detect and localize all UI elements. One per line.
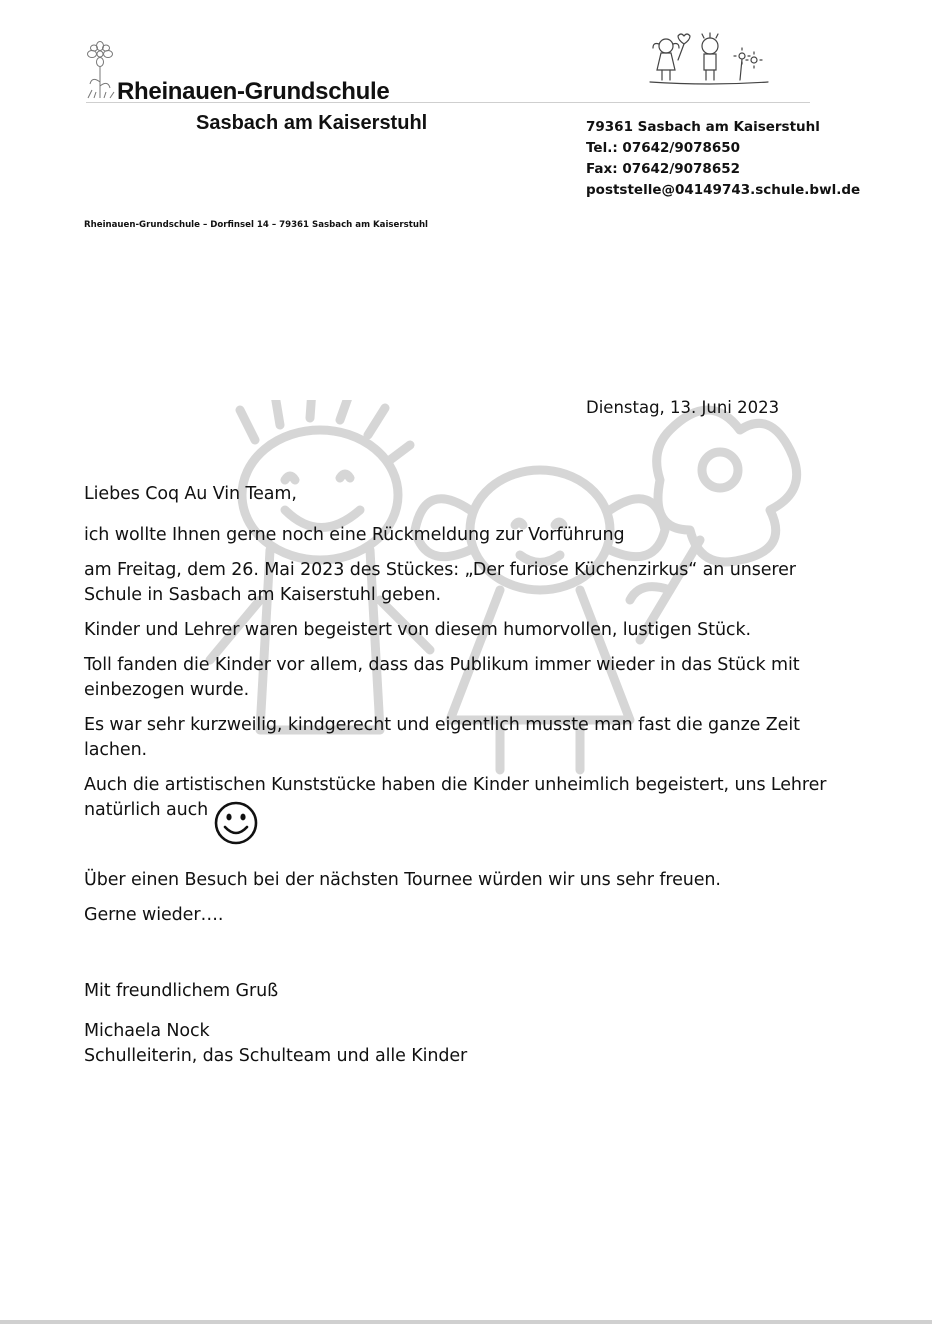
closing: Mit freundlichem Gruß (84, 981, 278, 1001)
paragraph-2-line-1: am Freitag, dem 26. Mai 2023 des Stückes: „Der furiose Küchenzirkus“ an unserer (84, 560, 796, 580)
paragraph-3: Kinder und Lehrer waren begeistert von diesem humorvollen, lustigen Stück. (84, 620, 751, 640)
contact-block (586, 117, 860, 201)
paragraph-2-line-2: Schule in Sasbach am Kaiserstuhl geben. (84, 585, 441, 605)
school-town: Sasbach am Kaiserstuhl (196, 112, 428, 134)
salutation: Liebes Coq Au Vin Team, (84, 484, 297, 504)
contact-email: poststelle@04149743.schule.bwl.de (586, 182, 861, 198)
school-name: Rheinauen-Grundschule (117, 78, 390, 105)
smiley-icon (213, 800, 259, 846)
paragraph-7: Über einen Besuch bei der nächsten Tournee würden wir uns sehr freuen. (84, 870, 721, 890)
paragraph-5-line-1: Es war sehr kurzweilig, kindgerecht und eigentlich musste man fast die ganze Zeit (84, 715, 800, 735)
paragraph-8: Gerne wieder…. (84, 905, 224, 925)
paragraph-4-line-1: Toll fanden die Kinder vor allem, dass das Publikum immer wieder in das Stück mit (84, 655, 800, 675)
paragraph-6-line-1: Auch die artistischen Kunststücke haben die Kinder unheimlich begeistert, uns Lehrer (84, 775, 827, 795)
signer-name: Michaela Nock (84, 1021, 210, 1041)
kids-drawing-icon (648, 30, 770, 88)
contact-address: 79361 Sasbach am Kaiserstuhl (586, 119, 820, 135)
contact-phone: Tel.: 07642/9078650 (586, 140, 741, 156)
paragraph-6-line-2: natürlich auch (84, 800, 209, 820)
paragraph-5-line-2: lachen. (84, 740, 148, 760)
page-bottom-edge (0, 1320, 932, 1324)
paragraph-4-line-2: einbezogen wurde. (84, 680, 250, 700)
sender-line: Rheinauen-Grundschule – Dorfinsel 14 – 79361 Sasbach am Kaiserstuhl (84, 220, 429, 230)
signer-role: Schulleiterin, das Schulteam und alle Kinder (84, 1046, 468, 1066)
contact-fax: Fax: 07642/9078652 (586, 161, 740, 177)
letter-date: Dienstag, 13. Juni 2023 (586, 398, 780, 417)
flower-icon (84, 40, 116, 104)
paragraph-1: ich wollte Ihnen gerne noch eine Rückmeldung zur Vorführung (84, 525, 625, 545)
